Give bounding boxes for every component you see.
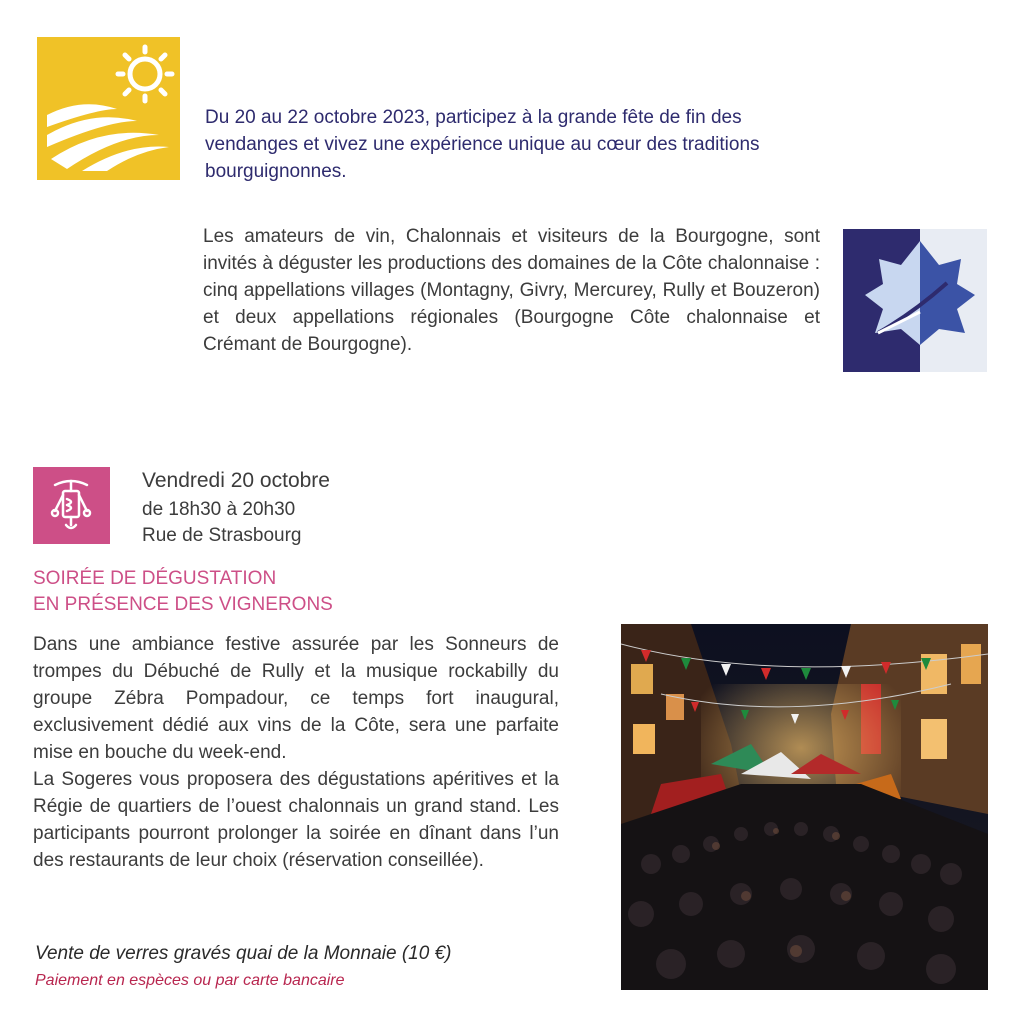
corkscrew-icon	[33, 467, 110, 544]
description-text: Les amateurs de vin, Chalonnais et visiteurs de la Bourgogne, sont invités à déguster les productions des domaines de la Côte chalonnaise : cinq appellations villages (Montagny, Givry, Mercurey, Rully et Bouzeron) et deux appellations régionales (Bourgogne Côte chalonnaise et Crémant de Bourgogne).	[203, 226, 820, 355]
sun-vineyard-icon	[37, 37, 180, 180]
body-text	[33, 631, 559, 874]
body-paragraph-1: Dans une ambiance festive assurée par les Sonneurs de trompes du Débuché de Rully et la musique rockabilly du groupe Zébra Pompadour, ce temps fort inaugural, exclusivement dédié aux vins de la Côte, sera une parfaite mise en bouche du week-end.	[33, 634, 559, 763]
section-title-line-2: EN PRÉSENCE DES VIGNERONS	[33, 594, 333, 615]
section-title	[33, 566, 593, 618]
section-title-line-1: SOIRÉE DE DÉGUSTATION	[33, 568, 277, 589]
event-day: Vendredi 20 octobre	[142, 469, 330, 492]
event-place: Rue de Strasbourg	[142, 525, 302, 546]
payment-note: Paiement en espèces ou par carte bancaire	[35, 972, 345, 989]
glass-sale-note: Vente de verres gravés quai de la Monnaie (10 €)	[35, 943, 452, 964]
vine-leaf-icon	[843, 229, 987, 372]
event-time: de 18h30 à 20h30	[142, 499, 296, 520]
body-paragraph-2: La Sogeres vous proposera des dégustations apéritives et la Régie de quartiers de l’ouest chalonnais un grand stand. Les participants pourront prolonger la soirée en dînant dans l’un des restaurants de leur choix (réservation conseillée).	[33, 769, 559, 871]
festival-street-photo	[621, 624, 988, 990]
intro-text: Du 20 au 22 octobre 2023, participez à la grande fête de fin des vendanges et vivez une expérience unique au cœur des traditions bourguignonnes.	[205, 107, 760, 182]
